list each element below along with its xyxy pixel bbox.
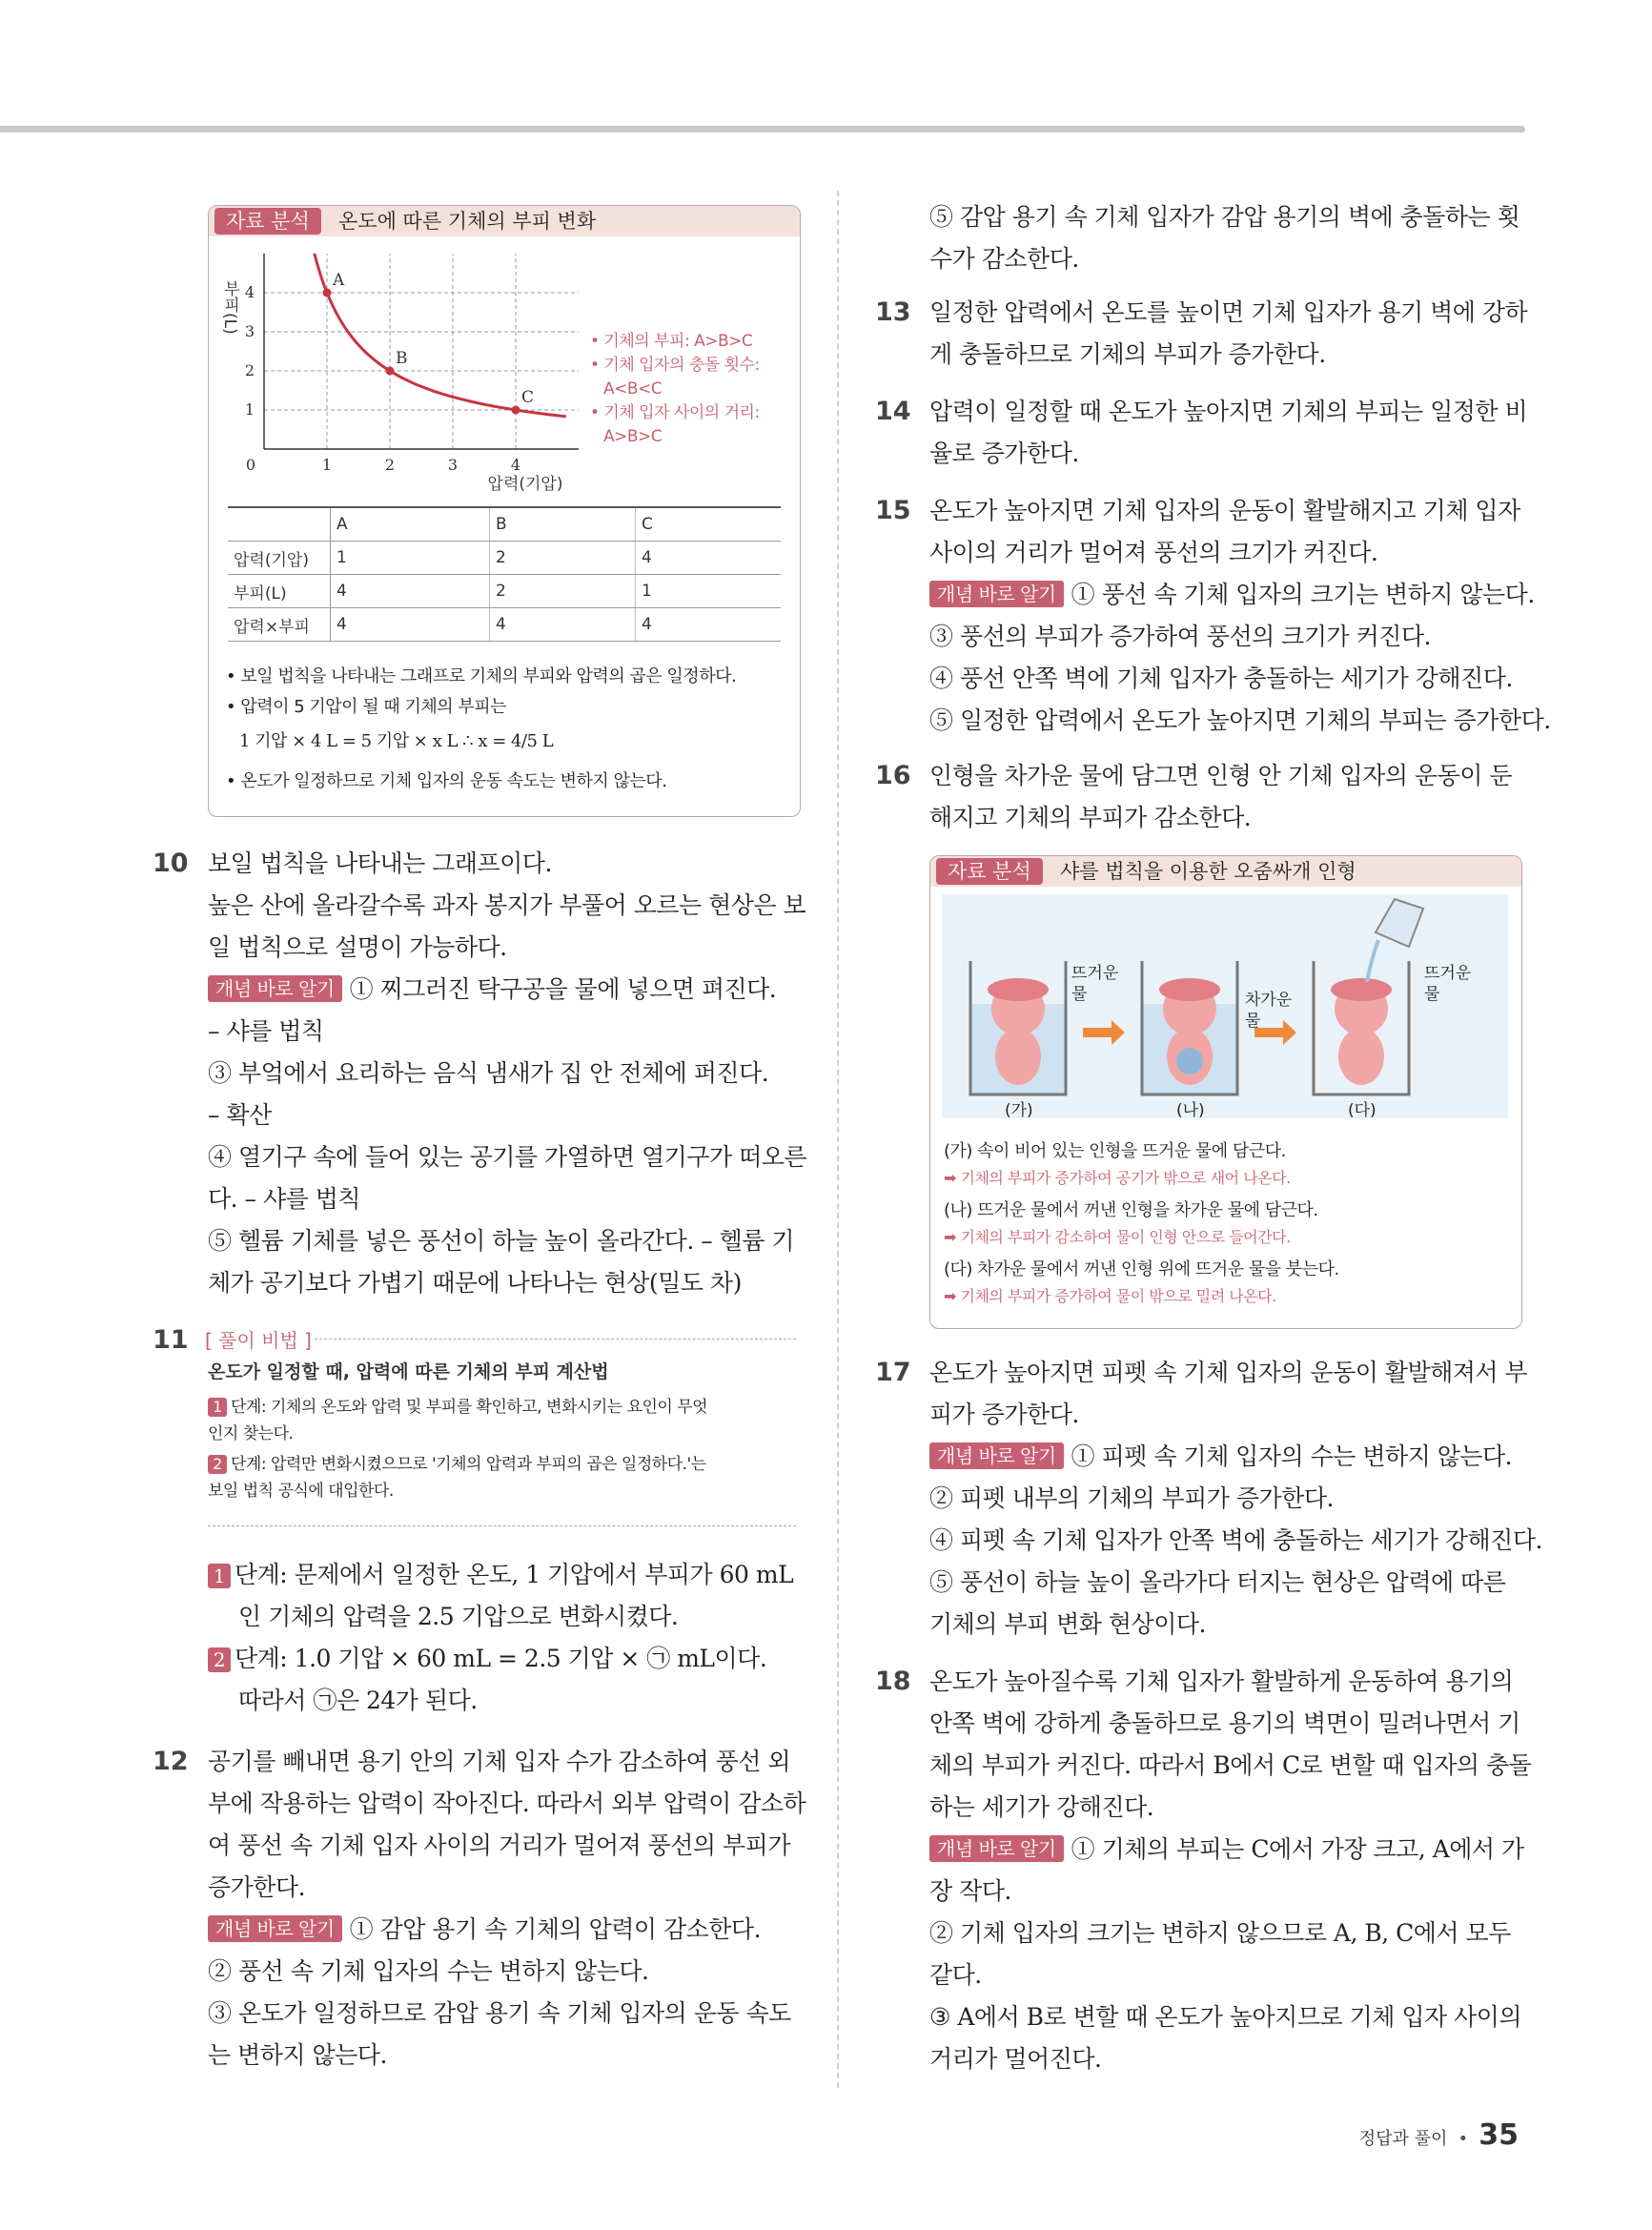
answer-line: 거리가 멀어진다. [929, 2045, 1102, 2073]
box-bullet: 1 기압 × 4 L = 5 기압 × x L ∴ x = 4/5 L [239, 731, 554, 751]
top-rule [0, 126, 1525, 133]
answer-text: 단계: 문제에서 일정한 온도, 1 기압에서 부피가 60 mL [235, 1561, 794, 1588]
answer-line: 장 작다. [929, 1877, 1011, 1905]
y-tick-label: 3 [244, 322, 255, 340]
answer-line [208, 1554, 793, 1596]
answer-line [208, 1909, 761, 1951]
secret-rule [315, 1339, 796, 1340]
secret-step-cont: 보일 법칙 공식에 대입한다. [208, 1482, 394, 1501]
data-table [228, 506, 781, 642]
concept-tag: 개념 바로 알기 [208, 975, 342, 1002]
water-label: 뜨거운 물 [1071, 964, 1119, 1004]
column-divider [837, 191, 839, 2088]
table-cell: 2 [490, 575, 636, 608]
table-header-cell: B [490, 507, 636, 542]
step-badge: 1 [208, 1398, 227, 1417]
footer-label: 정답과 풀이 [1358, 2129, 1448, 2149]
answer-line: 다. – 샤를 법칙 [208, 1185, 361, 1213]
answer-line: 피가 증가한다. [929, 1401, 1079, 1428]
table-header-row [228, 507, 781, 542]
step-text: 단계: 압력만 변화시켰으므로 '기체의 압력과 부피의 곱은 일정하다.'는 [231, 1455, 706, 1474]
row-header: 부피(L) [228, 575, 331, 608]
answer-line: 보일 법칙을 나타내는 그래프이다. [208, 849, 552, 877]
answer-text: ① 피펫 속 기체 입자의 수는 변하지 않는다. [1071, 1442, 1513, 1470]
question-number: 10 [153, 849, 189, 878]
data-point [512, 406, 520, 415]
answer-line [208, 969, 776, 1011]
box-bullet: • 온도가 일정하므로 기체 입자의 운동 속도는 변하지 않는다. [226, 771, 667, 791]
box-title: 샤를 법칙을 이용한 오줌싸개 인형 [1060, 860, 1356, 883]
question-number: 17 [875, 1358, 911, 1387]
answer-line: 율로 증가한다. [929, 440, 1079, 467]
concept-tag: 개념 바로 알기 [929, 1442, 1064, 1469]
box-label: 자료 분석 [214, 208, 321, 235]
table-cell: 4 [490, 608, 636, 642]
note-line: A<B<C [603, 379, 663, 399]
step-badge: 2 [208, 1455, 227, 1474]
table-cell: 4 [331, 575, 490, 608]
answer-line: – 샤를 법칙 [208, 1017, 324, 1045]
answer-line: 높은 산에 올라갈수록 과자 봉지가 부풀어 오르는 현상은 보 [208, 891, 806, 919]
concept-tag: 개념 바로 알기 [929, 581, 1064, 607]
answer-line: 부에 작용하는 압력이 작아진다. 따라서 외부 압력이 감소하 [208, 1790, 806, 1817]
secret-step-cont: 인지 찾는다. [208, 1424, 294, 1443]
answer-line [929, 1436, 1512, 1478]
x-tick-label: 2 [384, 456, 396, 474]
question-number: 16 [875, 761, 911, 790]
row-header: 압력×부피 [228, 608, 331, 642]
answer-line: 일정한 압력에서 온도를 높이면 기체 입자가 용기 벽에 강하 [929, 298, 1528, 326]
answer-line: ② 기체 입자의 크기는 변하지 않으므로 A, B, C에서 모두 [929, 1919, 1511, 1947]
box-desc: (다) 차가운 물에서 꺼낸 인형 위에 뜨거운 물을 붓는다. [944, 1259, 1339, 1279]
water-label: 차가운 물 [1245, 991, 1293, 1031]
note-line: • 기체 입자 사이의 거리: [590, 403, 760, 422]
answer-text: 단계: 1.0 기압 × 60 mL = 2.5 기압 × ㉠ mL이다. [235, 1645, 767, 1672]
answer-line: – 확산 [208, 1101, 272, 1129]
box-desc-result: ➡ 기체의 부피가 증가하여 물이 밖으로 밀려 나온다. [944, 1287, 1276, 1305]
step-badge: 2 [208, 1647, 231, 1672]
panel-label: (나) [1176, 1101, 1205, 1120]
note-line: • 기체 입자의 충돌 횟수: [590, 356, 760, 375]
answer-line: ⑤ 풍선이 하늘 높이 올라가다 터지는 현상은 압력에 따른 [929, 1568, 1506, 1596]
table-header-cell: C [636, 507, 782, 542]
answer-line: ⑤ 일정한 압력에서 온도가 높아지면 기체의 부피는 증가한다. [929, 706, 1551, 734]
table-cell: 1 [331, 542, 490, 575]
table-row [228, 542, 781, 575]
answer-line: 같다. [929, 1961, 982, 1989]
answer-line [208, 1638, 766, 1680]
answer-line: 수가 감소한다. [929, 245, 1079, 273]
answer-line: 안쪽 벽에 강하게 충돌하므로 용기의 벽면이 밀려나면서 기 [929, 1709, 1520, 1737]
beaker-hot-2 [1314, 899, 1423, 1095]
point-label: A [333, 271, 345, 290]
answer-line: 게 충돌하므로 기체의 부피가 증가한다. [929, 340, 1326, 368]
answer-line: ④ 풍선 안쪽 벽에 기체 입자가 충돌하는 세기가 강해진다. [929, 665, 1513, 692]
answer-line: 사이의 거리가 멀어져 풍선의 크기가 커진다. [929, 539, 1378, 566]
doll-illustration [942, 894, 1508, 1123]
answer-line: 인 기체의 압력을 2.5 기압으로 변화시켰다. [238, 1603, 679, 1630]
y-tick-label: 4 [244, 283, 255, 301]
point-label: C [521, 388, 535, 407]
box-bullet: • 압력이 5 기압이 될 때 기체의 부피는 [226, 697, 507, 717]
box-bullet: • 보일 법칙을 나타내는 그래프로 기체의 부피와 압력의 곱은 일정하다. [226, 666, 737, 686]
answer-line: 체의 부피가 커진다. 따라서 B에서 C로 변할 때 입자의 충돌 [929, 1751, 1532, 1779]
data-point [323, 289, 332, 297]
note-line: • 기체의 부피: A>B>C [590, 332, 753, 351]
solution-secret-label: [ 풀이 비법 ] [205, 1329, 312, 1352]
table-header-cell [228, 507, 331, 542]
note-line: A>B>C [603, 427, 663, 446]
answer-line: 여 풍선 속 기체 입자 사이의 거리가 멀어져 풍선의 부피가 [208, 1831, 790, 1859]
answer-line: 증가한다. [208, 1873, 306, 1901]
answer-line: ③ A에서 B로 변할 때 온도가 높아지므로 기체 입자 사이의 [929, 2003, 1522, 2031]
table-cell: 4 [636, 542, 782, 575]
answer-line [929, 574, 1535, 616]
answer-text: ① 찌그러진 탁구공을 물에 넣으면 펴진다. [349, 975, 777, 1003]
question-number: 18 [875, 1667, 911, 1696]
answer-line: 체가 공기보다 가볍기 때문에 나타나는 현상(밀도 차) [208, 1269, 742, 1297]
table-row [228, 608, 781, 642]
question-number: 11 [153, 1325, 189, 1355]
table-cell: 1 [636, 575, 782, 608]
answer-line: ② 풍선 속 기체 입자의 수는 변하지 않는다. [208, 1957, 649, 1985]
page-number: 35 [1479, 2118, 1519, 2152]
footer-dot: • [1458, 2129, 1469, 2149]
table-header-cell: A [331, 507, 490, 542]
secret-step [208, 1394, 707, 1421]
question-number: 14 [875, 397, 911, 426]
panel-label: (다) [1348, 1101, 1377, 1120]
answer-line: 온도가 높아지면 기체 입자의 운동이 활발해지고 기체 입자 [929, 497, 1520, 524]
answer-line: 일 법칙으로 설명이 가능하다. [208, 933, 507, 961]
answer-text: ① 감압 용기 속 기체의 압력이 감소한다. [349, 1915, 762, 1943]
question-number: 15 [875, 496, 911, 525]
concept-tag: 개념 바로 알기 [929, 1835, 1064, 1862]
box-label: 자료 분석 [936, 858, 1043, 885]
question-number: 12 [153, 1747, 189, 1776]
water-label: 뜨거운 물 [1424, 964, 1472, 1004]
answer-line: 하는 세기가 강해진다. [929, 1793, 1154, 1821]
table-cell: 4 [636, 608, 782, 642]
answer-line [929, 1829, 1524, 1871]
box-desc-result: ➡ 기체의 부피가 증가하여 공기가 밖으로 새어 나온다. [944, 1169, 1291, 1187]
answer-text: ① 기체의 부피는 C에서 가장 크고, A에서 가 [1071, 1835, 1524, 1863]
answer-line: 따라서 ㉠은 24가 된다. [238, 1687, 478, 1714]
answer-line: ③ 풍선의 부피가 증가하여 풍선의 크기가 커진다. [929, 623, 1431, 650]
data-analysis-box-1 [208, 205, 801, 817]
step-text: 단계: 기체의 온도와 압력 및 부피를 확인하고, 변화시키는 요인이 무엇 [231, 1398, 708, 1417]
table-row [228, 575, 781, 608]
answer-line: ② 피펫 내부의 기체의 부피가 증가한다. [929, 1484, 1334, 1512]
answer-line: 온도가 높아질수록 기체 입자가 활발하게 운동하여 용기의 [929, 1667, 1514, 1695]
box-desc: (나) 뜨거운 물에서 꺼낸 인형을 차가운 물에 담근다. [944, 1200, 1318, 1220]
answer-line: ④ 열기구 속에 들어 있는 공기를 가열하면 열기구가 떠오른 [208, 1143, 807, 1171]
step-badge: 1 [208, 1564, 231, 1588]
answer-line: 해지고 기체의 부피가 감소한다. [929, 804, 1252, 831]
point-label: B [396, 349, 408, 368]
y-axis-label: 부피(L) [220, 280, 239, 335]
answer-line: 공기를 빼내면 용기 안의 기체 입자 수가 감소하여 풍선 외 [208, 1748, 790, 1775]
box-desc-result: ➡ 기체의 부피가 감소하여 물이 인형 안으로 들어간다. [944, 1228, 1291, 1246]
graph-notes [590, 330, 760, 449]
row-header: 압력(기압) [228, 542, 331, 575]
box-desc: (가) 속이 비어 있는 인형을 뜨거운 물에 담근다. [944, 1141, 1286, 1161]
secret-rule-bottom [208, 1525, 796, 1526]
answer-line: 압력이 일정할 때 온도가 높아지면 기체의 부피는 일정한 비 [929, 398, 1528, 425]
secret-step [208, 1451, 706, 1478]
table-cell: 2 [490, 542, 636, 575]
answer-line: 기체의 부피 변화 현상이다. [929, 1610, 1206, 1638]
beaker-cold [1142, 961, 1237, 1095]
answer-line: ④ 피펫 속 기체 입자가 안쪽 벽에 충돌하는 세기가 강해진다. [929, 1526, 1542, 1554]
answer-line: ③ 온도가 일정하므로 감압 용기 속 기체 입자의 운동 속도 [208, 1999, 791, 2027]
answer-line: 는 변하지 않는다. [208, 2041, 387, 2069]
answer-line: 인형을 차가운 물에 담그면 인형 안 기체 입자의 운동이 둔 [929, 762, 1512, 789]
x-tick-label: 4 [510, 456, 521, 474]
answer-line: 온도가 높아지면 피펫 속 기체 입자의 운동이 활발해져서 부 [929, 1359, 1528, 1386]
x-axis-label: 압력(기압) [487, 475, 563, 494]
box-title: 온도에 따른 기체의 부피 변화 [338, 210, 597, 233]
answer-line: ⑤ 헬륨 기체를 넣은 풍선이 하늘 높이 올라간다. – 헬륨 기 [208, 1227, 795, 1255]
table-cell: 4 [331, 608, 490, 642]
data-analysis-box-2 [929, 855, 1522, 1329]
answer-text: ① 풍선 속 기체 입자의 크기는 변하지 않는다. [1071, 581, 1535, 608]
secret-title: 온도가 일정할 때, 압력에 따른 기체의 부피 계산법 [208, 1361, 609, 1382]
y-tick-label: 2 [244, 361, 255, 379]
x-tick-label: 0 [245, 456, 256, 474]
x-tick-label: 1 [321, 456, 333, 474]
data-point [386, 367, 395, 376]
question-number: 13 [875, 297, 911, 327]
panel-label: (가) [1005, 1101, 1033, 1120]
page-footer [1359, 2118, 1519, 2152]
arrow-right-icon [1083, 1020, 1125, 1045]
beaker-hot-1 [970, 961, 1066, 1095]
answer-line: ③ 부엌에서 요리하는 음식 냄새가 집 안 전체에 퍼진다. [208, 1059, 769, 1087]
y-tick-label: 1 [244, 400, 255, 419]
concept-tag: 개념 바로 알기 [208, 1915, 342, 1942]
answer-line: ⑤ 감압 용기 속 기체 입자가 감압 용기의 벽에 충돌하는 횟 [929, 203, 1520, 231]
x-tick-label: 3 [447, 456, 459, 474]
